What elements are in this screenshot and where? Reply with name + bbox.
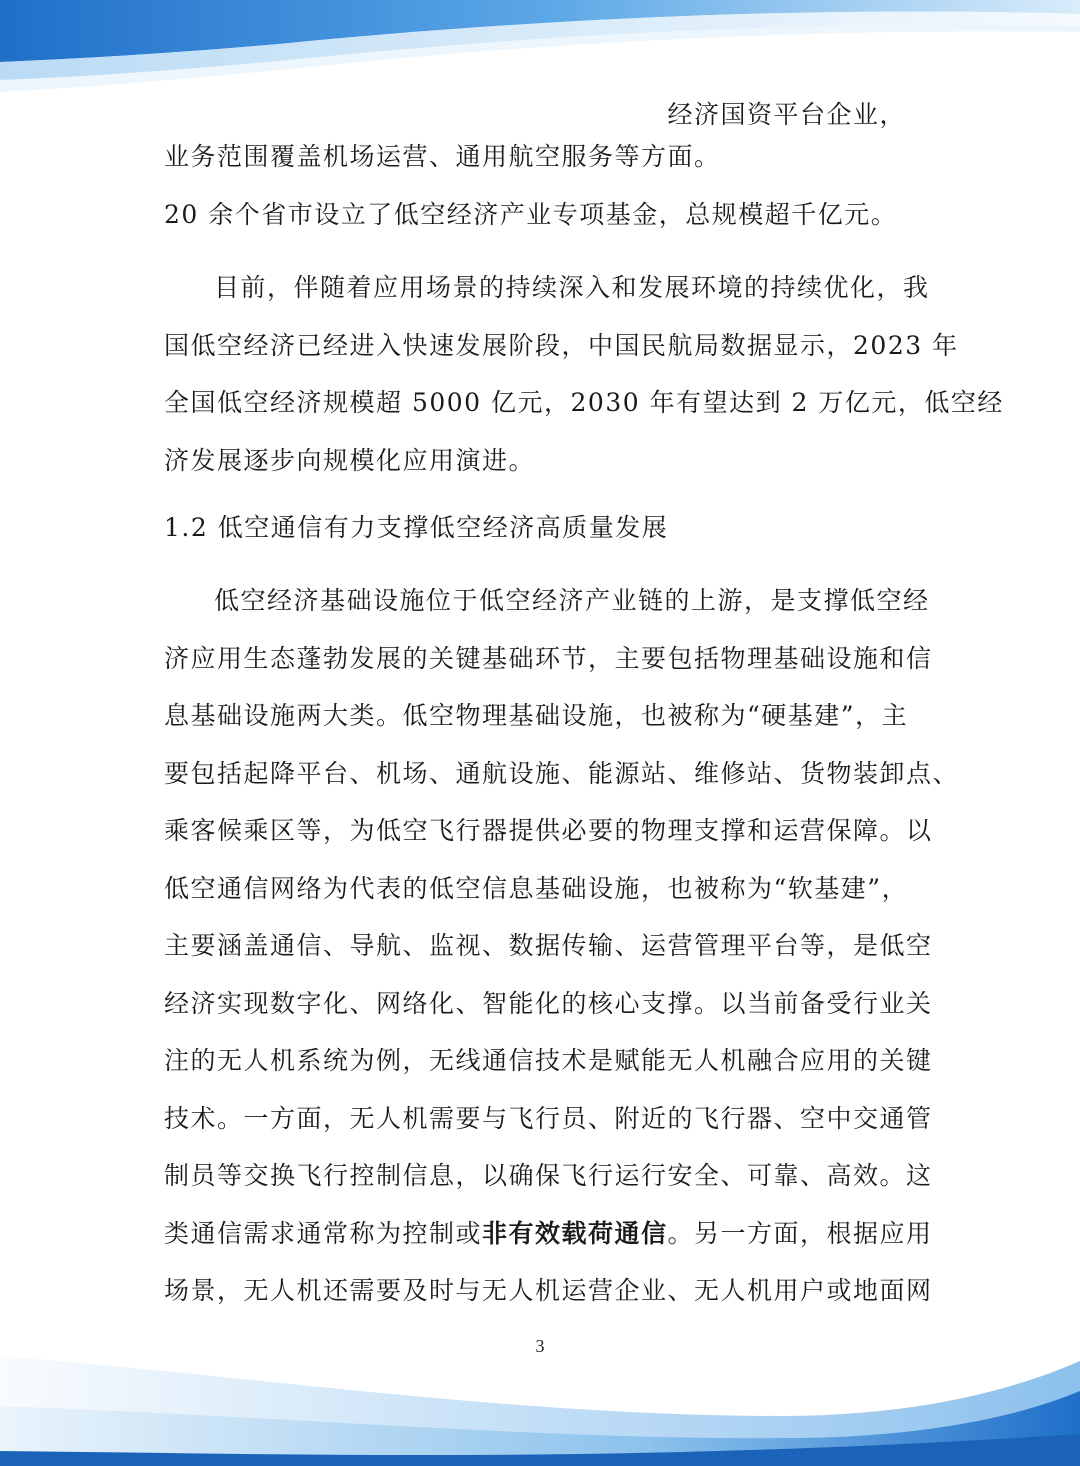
paragraph-3: [164, 259, 1004, 489]
text-line: 技术。一方面，无人机需要与飞行员、附近的飞行器、空中交通管: [164, 1103, 933, 1133]
text-line: 注的无人机系统为例，无线通信技术是赋能无人机融合应用的关键: [164, 1046, 933, 1075]
paragraph-1: [164, 128, 906, 186]
text-line: 20 余个省市设立了低空经济产业专项基金，总规模超千亿元。: [164, 200, 898, 229]
paragraph-4: [164, 572, 960, 1320]
text-line: 乘客候乘区等，为低空飞行器提供必要的物理支撑和运营保障。以: [164, 816, 933, 845]
text-line: 主要涵盖通信、导航、监视、数据传输、运营管理平台等，是低空: [164, 931, 933, 960]
page-number: 3: [535, 1336, 545, 1356]
text-line: 业务范围覆盖机场运营、通用航空服务等方面。: [164, 142, 721, 171]
text-line: 要包括起降平台、机场、通航设施、能源站、维修站、货物装卸点、: [164, 758, 960, 788]
text-line: 低空通信网络为代表的低空信息基础设施，也被称为“软基建”，: [164, 873, 909, 903]
section-heading-text: 1.2 低空通信有力支撑低空经济高质量发展: [164, 513, 669, 542]
text-run: 。另一方面，根据应用: [667, 1218, 933, 1248]
text-line: 济发展逐步向规模化应用演进。: [164, 445, 536, 475]
text-line-with-emphasis: [164, 1205, 933, 1263]
paragraph-2: [164, 186, 906, 244]
emphasized-term: 非有效载荷通信: [482, 1218, 668, 1248]
text-line: 制员等交换飞行控制信息，以确保飞行运行安全、可靠、高效。这: [164, 1161, 933, 1190]
text-line: 经济国资平台企业，: [667, 100, 906, 129]
text-line: 全国低空经济规模超 5000 亿元，2030 年有望达到 2 万亿元，低空经: [164, 388, 1004, 417]
text-line: 场景，无人机还需要及时与无人机运营企业、无人机用户或地面网: [164, 1276, 933, 1305]
text-line: 息基础设施两大类。低空物理基础设施，也被称为“硬基建”，主: [164, 701, 909, 730]
text-run: 类通信需求通常称为控制或: [164, 1218, 483, 1248]
text-line: 国低空经济已经进入快速发展阶段，中国民航局数据显示，2023 年: [164, 330, 959, 360]
section-heading: [164, 499, 906, 557]
text-line: 济应用生态蓬勃发展的关键基础环节，主要包括物理基础设施和信: [164, 643, 933, 673]
text-line: 低空经济基础设施位于低空经济产业链的上游，是支撑低空经: [214, 586, 930, 615]
text-line: 经济实现数字化、网络化、智能化的核心支撑。以当前备受行业关: [164, 988, 933, 1018]
text-line: 目前，伴随着应用场景的持续深入和发展环境的持续优化，我: [214, 273, 930, 302]
